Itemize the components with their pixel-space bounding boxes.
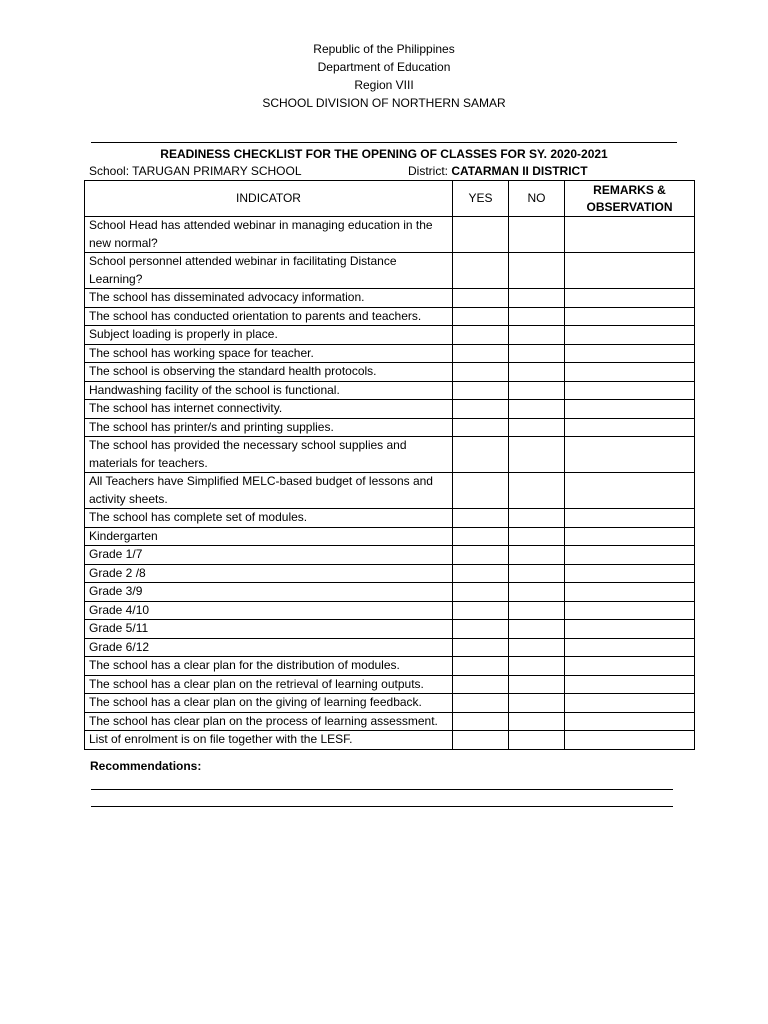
yes-cell[interactable] bbox=[453, 289, 509, 308]
table-row bbox=[85, 326, 695, 345]
no-cell[interactable] bbox=[509, 217, 565, 253]
table-row bbox=[85, 657, 695, 676]
no-cell[interactable] bbox=[509, 289, 565, 308]
district-label: District: bbox=[408, 164, 448, 178]
remarks-cell[interactable] bbox=[565, 326, 695, 345]
yes-cell[interactable] bbox=[453, 437, 509, 473]
yes-cell[interactable] bbox=[453, 400, 509, 419]
table-row bbox=[85, 694, 695, 713]
indicator-cell: Grade 4/10 bbox=[85, 601, 453, 620]
yes-cell[interactable] bbox=[453, 307, 509, 326]
yes-cell[interactable] bbox=[453, 638, 509, 657]
no-cell[interactable] bbox=[509, 583, 565, 602]
remarks-cell[interactable] bbox=[565, 418, 695, 437]
yes-cell[interactable] bbox=[453, 583, 509, 602]
remarks-cell[interactable] bbox=[565, 564, 695, 583]
yes-cell[interactable] bbox=[453, 712, 509, 731]
indicator-cell: List of enrolment is on file together with the LESF. bbox=[85, 731, 453, 750]
table-row bbox=[85, 418, 695, 437]
header-divider bbox=[91, 142, 677, 143]
remarks-cell[interactable] bbox=[565, 381, 695, 400]
letterhead-division: SCHOOL DIVISION OF NORTHERN SAMAR bbox=[262, 96, 506, 110]
table-row bbox=[85, 473, 695, 509]
table-row bbox=[85, 253, 695, 289]
indicator-cell: The school has conducted orientation to parents and teachers. bbox=[85, 307, 453, 326]
indicator-cell: School personnel attended webinar in facilitating Distance Learning? bbox=[85, 253, 453, 289]
no-cell[interactable] bbox=[509, 418, 565, 437]
yes-cell[interactable] bbox=[453, 601, 509, 620]
letterhead-region: Region VIII bbox=[354, 78, 414, 92]
remarks-cell[interactable] bbox=[565, 601, 695, 620]
no-cell[interactable] bbox=[509, 564, 565, 583]
yes-cell[interactable] bbox=[453, 344, 509, 363]
yes-cell[interactable] bbox=[453, 731, 509, 750]
table-row bbox=[85, 509, 695, 528]
no-cell[interactable] bbox=[509, 381, 565, 400]
yes-cell[interactable] bbox=[453, 217, 509, 253]
no-cell[interactable] bbox=[509, 326, 565, 345]
header-yes: YES bbox=[453, 181, 509, 217]
indicator-cell: The school is observing the standard health protocols. bbox=[85, 363, 453, 382]
indicator-cell: Grade 5/11 bbox=[85, 620, 453, 639]
remarks-cell[interactable] bbox=[565, 509, 695, 528]
yes-cell[interactable] bbox=[453, 473, 509, 509]
no-cell[interactable] bbox=[509, 307, 565, 326]
indicator-cell: The school has internet connectivity. bbox=[85, 400, 453, 419]
indicator-cell: Grade 3/9 bbox=[85, 583, 453, 602]
indicator-cell: The school has a clear plan on the giving of learning feedback. bbox=[85, 694, 453, 713]
remarks-cell[interactable] bbox=[565, 546, 695, 565]
table-row bbox=[85, 307, 695, 326]
table-row bbox=[85, 620, 695, 639]
remarks-cell[interactable] bbox=[565, 289, 695, 308]
yes-cell[interactable] bbox=[453, 418, 509, 437]
table-row bbox=[85, 437, 695, 473]
table-row bbox=[85, 712, 695, 731]
indicator-cell: The school has provided the necessary school supplies and materials for teachers. bbox=[85, 437, 453, 473]
no-cell[interactable] bbox=[509, 638, 565, 657]
indicator-cell: The school has a clear plan for the distribution of modules. bbox=[85, 657, 453, 676]
yes-cell[interactable] bbox=[453, 546, 509, 565]
indicator-cell: The school has disseminated advocacy information. bbox=[85, 289, 453, 308]
remarks-cell[interactable] bbox=[565, 620, 695, 639]
indicator-cell: School Head has attended webinar in managing education in the new normal? bbox=[85, 217, 453, 253]
no-cell[interactable] bbox=[509, 620, 565, 639]
header-no: NO bbox=[509, 181, 565, 217]
table-row bbox=[85, 546, 695, 565]
readiness-checklist-table bbox=[84, 180, 695, 750]
yes-cell[interactable] bbox=[453, 363, 509, 382]
table-row bbox=[85, 381, 695, 400]
remarks-cell[interactable] bbox=[565, 363, 695, 382]
district-name: CATARMAN II DISTRICT bbox=[451, 164, 588, 178]
indicator-cell: The school has working space for teacher. bbox=[85, 344, 453, 363]
table-row bbox=[85, 564, 695, 583]
remarks-cell[interactable] bbox=[565, 400, 695, 419]
letterhead-country: Republic of the Philippines bbox=[313, 42, 455, 56]
yes-cell[interactable] bbox=[453, 381, 509, 400]
no-cell[interactable] bbox=[509, 675, 565, 694]
table-header-row bbox=[85, 181, 695, 217]
indicator-cell: The school has clear plan on the process of learning assessment. bbox=[85, 712, 453, 731]
district-info bbox=[408, 162, 588, 180]
school-label: School: bbox=[89, 164, 130, 178]
yes-cell[interactable] bbox=[453, 527, 509, 546]
yes-cell[interactable] bbox=[453, 326, 509, 345]
indicator-cell: The school has printer/s and printing supplies. bbox=[85, 418, 453, 437]
yes-cell[interactable] bbox=[453, 564, 509, 583]
document-title: READINESS CHECKLIST FOR THE OPENING OF CLASSES FOR SY. 2020-2021 bbox=[160, 147, 608, 161]
remarks-cell[interactable] bbox=[565, 473, 695, 509]
yes-cell[interactable] bbox=[453, 620, 509, 639]
no-cell[interactable] bbox=[509, 527, 565, 546]
remarks-cell[interactable] bbox=[565, 638, 695, 657]
remarks-cell[interactable] bbox=[565, 712, 695, 731]
remarks-cell[interactable] bbox=[565, 583, 695, 602]
remarks-cell[interactable] bbox=[565, 253, 695, 289]
table-row bbox=[85, 363, 695, 382]
no-cell[interactable] bbox=[509, 546, 565, 565]
school-info bbox=[89, 162, 302, 180]
no-cell[interactable] bbox=[509, 657, 565, 676]
school-name: TARUGAN PRIMARY SCHOOL bbox=[132, 164, 302, 178]
indicator-cell: Grade 6/12 bbox=[85, 638, 453, 657]
yes-cell[interactable] bbox=[453, 509, 509, 528]
recommendations-line-1[interactable] bbox=[91, 789, 673, 790]
header-indicator: INDICATOR bbox=[85, 181, 453, 217]
indicator-cell: Grade 1/7 bbox=[85, 546, 453, 565]
remarks-cell[interactable] bbox=[565, 344, 695, 363]
no-cell[interactable] bbox=[509, 731, 565, 750]
table-row bbox=[85, 731, 695, 750]
no-cell[interactable] bbox=[509, 509, 565, 528]
table-row bbox=[85, 400, 695, 419]
table-row bbox=[85, 217, 695, 253]
no-cell[interactable] bbox=[509, 694, 565, 713]
indicator-cell: Subject loading is properly in place. bbox=[85, 326, 453, 345]
indicator-cell: All Teachers have Simplified MELC-based budget of lessons and activity sheets. bbox=[85, 473, 453, 509]
table-row bbox=[85, 344, 695, 363]
no-cell[interactable] bbox=[509, 712, 565, 731]
remarks-cell[interactable] bbox=[565, 307, 695, 326]
indicator-cell: Grade 2 /8 bbox=[85, 564, 453, 583]
checklist-body bbox=[85, 217, 695, 750]
no-cell[interactable] bbox=[509, 473, 565, 509]
remarks-cell[interactable] bbox=[565, 217, 695, 253]
yes-cell[interactable] bbox=[453, 675, 509, 694]
remarks-cell[interactable] bbox=[565, 657, 695, 676]
no-cell[interactable] bbox=[509, 253, 565, 289]
remarks-cell[interactable] bbox=[565, 731, 695, 750]
no-cell[interactable] bbox=[509, 400, 565, 419]
header-remarks: REMARKS & OBSERVATION bbox=[565, 181, 695, 217]
remarks-cell[interactable] bbox=[565, 694, 695, 713]
recommendations-line-2[interactable] bbox=[91, 806, 673, 807]
no-cell[interactable] bbox=[509, 344, 565, 363]
table-row bbox=[85, 527, 695, 546]
table-row bbox=[85, 638, 695, 657]
no-cell[interactable] bbox=[509, 601, 565, 620]
no-cell[interactable] bbox=[509, 437, 565, 473]
yes-cell[interactable] bbox=[453, 657, 509, 676]
yes-cell[interactable] bbox=[453, 694, 509, 713]
yes-cell[interactable] bbox=[453, 253, 509, 289]
remarks-cell[interactable] bbox=[565, 437, 695, 473]
table-row bbox=[85, 583, 695, 602]
table-row bbox=[85, 675, 695, 694]
recommendations-label: Recommendations: bbox=[90, 759, 202, 773]
indicator-cell: The school has a clear plan on the retrieval of learning outputs. bbox=[85, 675, 453, 694]
letterhead bbox=[0, 40, 768, 112]
table-row bbox=[85, 289, 695, 308]
indicator-cell: The school has complete set of modules. bbox=[85, 509, 453, 528]
remarks-cell[interactable] bbox=[565, 675, 695, 694]
indicator-cell: Kindergarten bbox=[85, 527, 453, 546]
remarks-cell[interactable] bbox=[565, 527, 695, 546]
letterhead-department: Department of Education bbox=[317, 60, 451, 74]
table-row bbox=[85, 601, 695, 620]
indicator-cell: Handwashing facility of the school is functional. bbox=[85, 381, 453, 400]
no-cell[interactable] bbox=[509, 363, 565, 382]
